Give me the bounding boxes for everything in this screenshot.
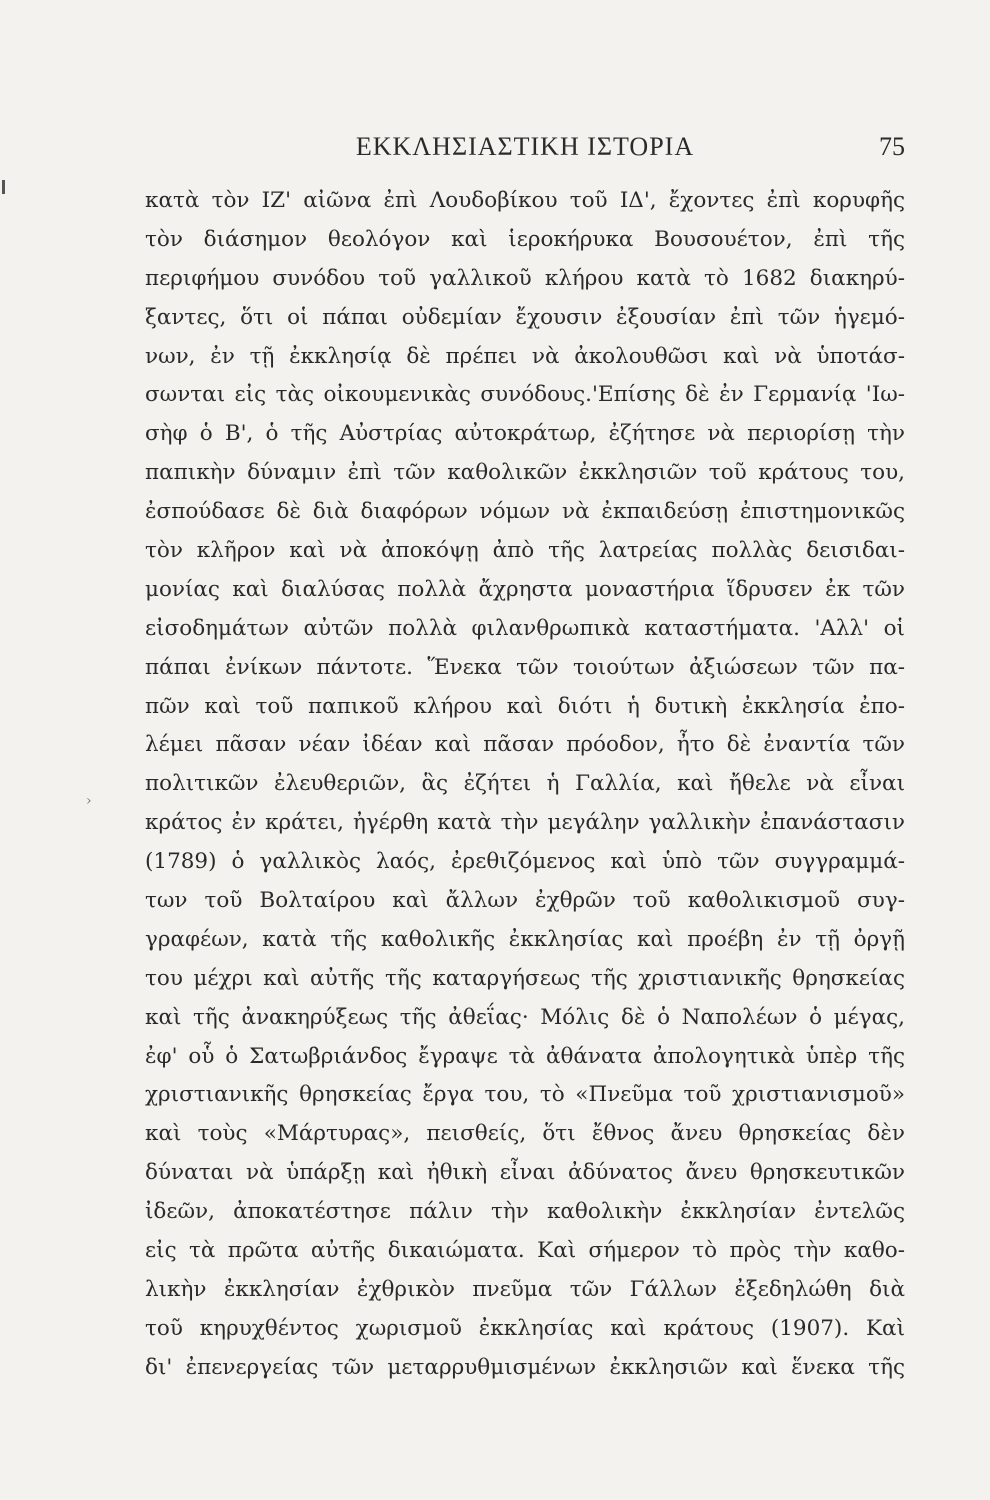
text-line: σὴφ ὁ Β', ὁ τῆς Αὐστρίας αὐτοκράτωρ, ἐζήτησε νὰ περιορίσῃ τὴν (145, 421, 905, 447)
text-line: δύναται νὰ ὑπάρξῃ καὶ ἠθικὴ εἶναι ἀδύνατος ἄνευ θρησκευτικῶν (145, 1160, 905, 1186)
text-line: (1789) ὁ γαλλικὸς λαός, ἐρεθιζόμενος καὶ ὑπὸ τῶν συγγραμμά- (145, 849, 905, 875)
text-line: του μέχρι καὶ αὐτῆς τῆς καταργήσεως τῆς χριστιανικῆς θρησκείας (145, 965, 905, 991)
text-line: νων, ἐν τῇ ἐκκλησίᾳ δὲ πρέπει νὰ ἀκολουθῶσι καὶ νὰ ὑποτάσ- (145, 343, 905, 369)
text-line: πάπαι ἐνίκων πάντοτε. Ἕνεκα τῶν τοιούτων ἀξιώσεων τῶν πα- (145, 654, 905, 680)
text-line: τοῦ κηρυχθέντος χωρισμοῦ ἐκκλησίας καὶ κράτους (1907). Καὶ (145, 1315, 905, 1341)
text-line: ἐφ' οὗ ὁ Σατωβριάνδος ἔγραψε τὰ ἀθάνατα ἀπολογητικὰ ὑπὲρ τῆς (145, 1043, 905, 1069)
text-line: των τοῦ Βολταίρου καὶ ἄλλων ἐχθρῶν τοῦ καθολικισμοῦ συγ- (145, 888, 905, 914)
text-line: κατὰ τὸν ΙΖ' αἰῶνα ἐπὶ Λουδοβίκου τοῦ ΙΔ', ἔχοντες ἐπὶ κορυφῆς (145, 188, 905, 213)
running-title: ΕΚΚΛΗΣΙΑΣΤΙΚΗ ΙΣΤΟΡΙΑ (355, 132, 695, 161)
text-line: χριστιανικῆς θρησκείας ἔργα του, τὸ «Πνεῦμα τοῦ χριστιανισμοῦ» (145, 1082, 905, 1108)
text-line: γραφέων, κατὰ τῆς καθολικῆς ἐκκλησίας καὶ προέβη ἐν τῇ ὀργῇ (145, 926, 905, 952)
margin-mark: › (86, 793, 92, 809)
text-line: δι' ἐπενεργείας τῶν μεταρρυθμισμένων ἐκκλησιῶν καὶ ἕνεκα τῆς (145, 1354, 905, 1380)
text-line: πολιτικῶν ἐλευθεριῶν, ἃς ἐζήτει ἡ Γαλλία, καὶ ἤθελε νὰ εἶναι (145, 771, 905, 797)
page-header (145, 132, 905, 172)
text-line: σωνται εἰς τὰς οἰκουμενικὰς συνόδους.'Επίσης δὲ ἐν Γερμανίᾳ 'Ιω- (145, 382, 905, 408)
text-line: εἰς τὰ πρῶτα αὐτῆς δικαιώματα. Καὶ σήμερον τὸ πρὸς τὴν καθο- (145, 1238, 905, 1264)
text-line: παπικὴν δύναμιν ἐπὶ τῶν καθολικῶν ἐκκλησιῶν τοῦ κράτους του, (145, 460, 905, 486)
text-line: ξαντες, ὅτι οἱ πάπαι οὐδεμίαν ἔχουσιν ἐξουσίαν ἐπὶ τῶν ἡγεμό- (145, 304, 905, 330)
text-line: λικὴν ἐκκλησίαν ἐχθρικὸν πνεῦμα τῶν Γάλλων ἐξεδηλώθη διὰ (145, 1276, 905, 1302)
body-text (145, 182, 905, 1388)
page-number: 75 (879, 132, 905, 161)
text-line: περιφήμου συνόδου τοῦ γαλλικοῦ κλήρου κατὰ τὸ 1682 διακηρύ- (145, 265, 905, 291)
text-line: λέμει πᾶσαν νέαν ἰδέαν καὶ πᾶσαν πρόοδον, ἦτο δὲ ἐναντία τῶν (145, 732, 905, 758)
text-line: καὶ τῆς ἀνακηρύξεως τῆς ἀθεΐας· Μόλις δὲ ὁ Ναπολέων ὁ μέγας, (145, 1004, 905, 1030)
text-line: πῶν καὶ τοῦ παπικοῦ κλήρου καὶ διότι ἡ δυτικὴ ἐκκλησία ἐπο- (145, 693, 905, 719)
text-line: κράτος ἐν κράτει, ἠγέρθη κατὰ τὴν μεγάλην γαλλικὴν ἐπανάστασιν (145, 810, 905, 836)
text-line: ἰδεῶν, ἀποκατέστησε πάλιν τὴν καθολικὴν ἐκκλησίαν ἐντελῶς (145, 1199, 905, 1225)
text-line: μονίας καὶ διαλύσας πολλὰ ἄχρηστα μοναστήρια ἵδρυσεν ἐκ τῶν (145, 576, 905, 602)
text-line: εἰσοδημάτων αὐτῶν πολλὰ φιλανθρωπικὰ καταστήματα. 'Αλλ' οἱ (145, 615, 905, 641)
text-line: καὶ τοὺς «Μάρτυρας», πεισθείς, ὅτι ἔθνος ἄνευ θρησκείας δὲν (145, 1121, 905, 1147)
text-line: τὸν κλῆρον καὶ νὰ ἀποκόψῃ ἀπὸ τῆς λατρείας πολλὰς δεισιδαι- (145, 538, 905, 564)
text-line: ἐσπούδασε δὲ διὰ διαφόρων νόμων νὰ ἐκπαιδεύσῃ ἐπιστημονικῶς (145, 499, 905, 525)
text-line: τὸν διάσημον θεολόγον καὶ ἱεροκήρυκα Βουσουέτον, ἐπὶ τῆς (145, 226, 905, 252)
page-edge-mark (2, 180, 5, 194)
